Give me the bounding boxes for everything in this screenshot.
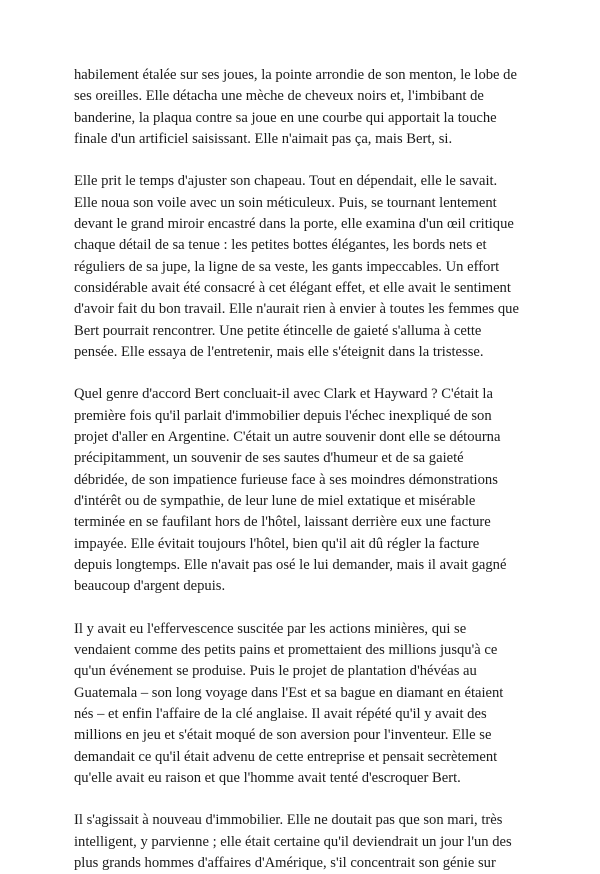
paragraph-3: Quel genre d'accord Bert concluait-il avec Clark et Hayward ? C'était la première fois qu'il parlait d'immobilier depuis l'échec inexpliqué de son projet d'aller en Argentine. C'était un autre souvenir dont elle se détourna précipitamment, un souvenir de ses sautes d'humeur et de sa gaieté débridée, de son impatience furieuse face à ses moindres démonstrations d'intérêt ou de sympathie, de leur lune de miel extatique et misérable terminée en se faufilant hors de l'hôtel, laissant derrière eux une facture impayée. Elle évitait toujours l'hôtel, bien qu'il ait dû régler la facture depuis longtemps. Elle n'avait pas osé le lui demander, mais il avait gagné beaucoup d'argent depuis. (74, 386, 507, 595)
page-text-block (74, 65, 534, 874)
paragraph-1: habilement étalée sur ses joues, la pointe arrondie de son menton, le lobe de ses oreilles. Elle détacha une mèche de cheveux noirs et, l'imbibant de banderine, la plaqua contre sa joue en une courbe qui apportait la touche finale d'un artificiel saisissant. Elle n'aimait pas ça, mais Bert, si. (74, 67, 517, 147)
paragraph-4: Il y avait eu l'effervescence suscitée par les actions minières, qui se vendaient comme des petits pains et promettaient des millions jusqu'à ce qu'un événement se produise. Puis le projet de plantation d'hévéas au Guatemala – son long voyage dans l'Est et sa bague en diamant en étaient nés – et enfin l'affaire de la clé anglaise. Il avait répété qu'il y avait des millions en jeu et s'était moqué de son aversion pour l'inventeur. Elle se demandait ce qu'il était advenu de cette entreprise et pensait secrètement qu'elle avait eu raison et que l'homme avait tenté d'escroquer Bert. (74, 620, 504, 786)
paragraph-2: Elle prit le temps d'ajuster son chapeau. Tout en dépendait, elle le savait. Elle noua son voile avec un soin méticuleux. Puis, se tournant lentement devant le grand miroir encastré dans la porte, elle examina d'un œil critique chaque détail de sa tenue : les petites bottes élégantes, les bords nets et réguliers de sa jupe, la ligne de sa veste, les gants impeccables. Un effort considérable avait été consacré à cet élégant effet, et elle avait le sentiment d'avoir fait du bon travail. Elle n'aurait rien à envier à toutes les femmes que Bert pourrait rencontrer. Une petite étincelle de gaieté s'alluma à cette pensée. Elle essaya de l'entretenir, mais elle s'éteignit dans la tristesse. (74, 173, 519, 360)
paragraph-5: Il s'agissait à nouveau d'immobilier. Elle ne doutait pas que son mari, très intelligent, y parvienne ; elle était certaine qu'il deviendrait un jour l'un des plus grands hommes d'affaires d'Amérique, s'il concentrait son génie sur (74, 812, 512, 871)
